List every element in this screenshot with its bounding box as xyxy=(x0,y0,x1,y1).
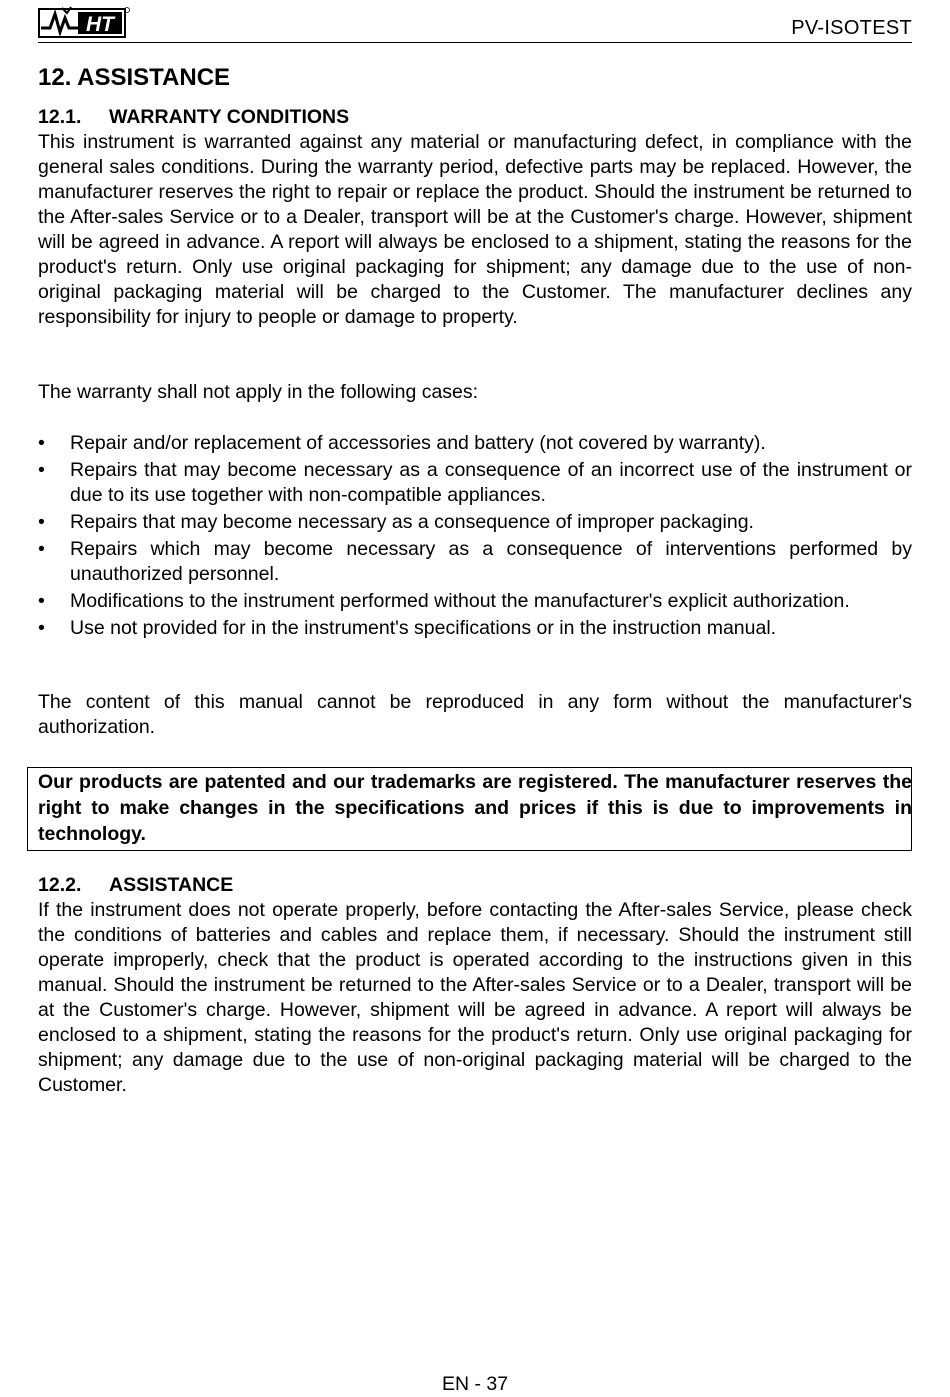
warranty-exclusions-intro: The warranty shall not apply in the following cases: xyxy=(38,381,479,403)
patent-notice-box xyxy=(27,767,912,851)
list-item xyxy=(38,589,912,614)
assistance-body: If the instrument does not operate properly, before contacting the After-sales Service, please check the conditions of batteries and cables and replace them, if necessary. Should the instrument still operate improperly, check that the product is operated according to the instructions given in this manual. Should the instrument be returned to the After-sales Service or to a Dealer, transport will be at the Customer's charge. However, shipment will be agreed in advance. A report will always be enclosed to a shipment, stating the reasons for the product's return. Only use original packaging for shipment; any damage due to the use of non-original packaging material will be charged to the Customer. xyxy=(38,899,912,1096)
bullet-icon: • xyxy=(38,590,45,612)
bullet-icon: • xyxy=(38,538,45,560)
bullet-icon: • xyxy=(38,617,45,639)
patent-notice-text: Our products are patented and our trademarks are registered. The manufacturer reserves the right to make changes in the specifications and prices if this is due to improvements in technology. xyxy=(38,771,912,845)
warranty-heading xyxy=(38,106,349,129)
assistance-heading-number: 12.2. xyxy=(38,874,82,896)
document-page xyxy=(38,0,912,1397)
list-item-text: Repairs that may become necessary as a consequence of an incorrect use of the instrument or due to its use together with non-compatible appliances. xyxy=(70,459,912,506)
bullet-icon: • xyxy=(38,511,45,533)
bullet-icon: • xyxy=(38,459,45,481)
svg-text:HT: HT xyxy=(86,13,114,36)
list-item-text: Repairs which may become necessary as a consequence of interventions performed by unauthorized personnel. xyxy=(70,538,912,585)
list-item xyxy=(38,458,912,508)
list-item-text: Repair and/or replacement of accessories and battery (not covered by warranty). xyxy=(70,432,766,454)
list-item-text: Repairs that may become necessary as a consequence of improper packaging. xyxy=(70,511,754,533)
page-number: EN - 37 xyxy=(441,1373,509,1395)
list-item-text: Use not provided for in the instrument's specifications or in the instruction manual. xyxy=(70,617,777,639)
list-item xyxy=(38,510,912,535)
list-item xyxy=(38,431,912,456)
section-title: 12. ASSISTANCE xyxy=(38,64,231,91)
warranty-heading-number: 12.1. xyxy=(38,106,82,128)
warranty-heading-text: WARRANTY CONDITIONS xyxy=(109,106,350,128)
list-item xyxy=(38,537,912,587)
assistance-heading xyxy=(38,874,233,897)
ht-logo xyxy=(38,6,130,38)
warranty-body: This instrument is warranted against any material or manufacturing defect, in compliance with the general sales conditions. During the warranty period, defective parts may be replaced. However, the manufacturer reserves the right to repair or replace the product. Should the instrument be returned to the After-sales Service or to a Dealer, transport will be at the Customer's charge. However, shipment will be agreed in advance. A report will always be enclosed to a shipment, stating the reasons for the product's return. Only use original packaging for shipment; any damage due to the use of non-original packaging material will be charged to the Customer. The manufacturer declines any responsibility for injury to people or damage to property. xyxy=(38,131,912,328)
document-title: PV-ISOTEST xyxy=(791,17,912,39)
assistance-heading-text: ASSISTANCE xyxy=(109,874,234,896)
list-item-text: Modifications to the instrument performed without the manufacturer's explicit authorization. xyxy=(70,590,850,612)
list-item xyxy=(38,616,912,641)
warranty-exclusions-list xyxy=(38,431,912,643)
bullet-icon: • xyxy=(38,432,45,454)
page-header xyxy=(38,4,912,43)
copyright-notice: The content of this manual cannot be reproduced in any form without the manufacturer's authorization. xyxy=(38,691,912,738)
